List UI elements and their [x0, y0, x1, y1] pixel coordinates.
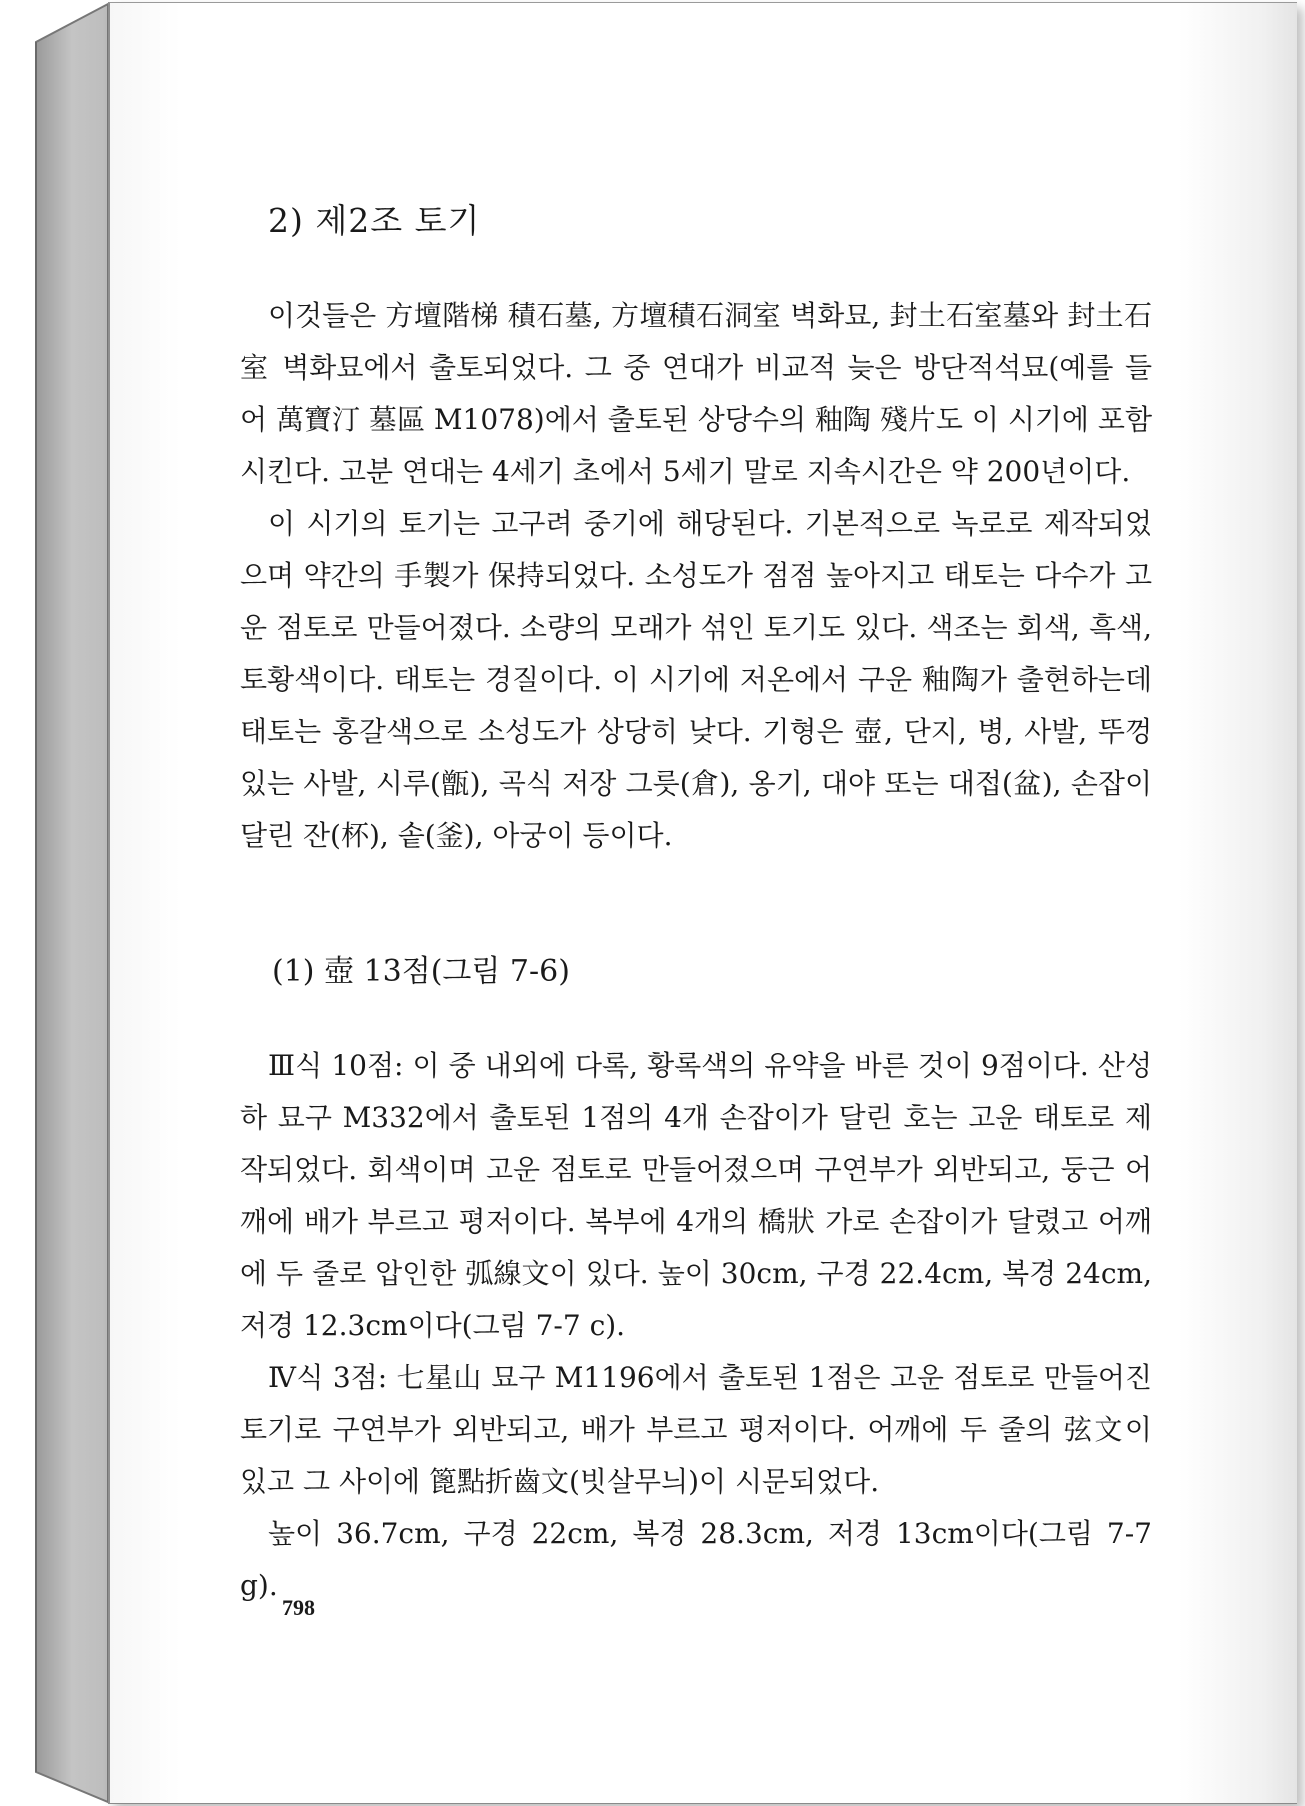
paragraph: Ⅳ식 3점: 七星山 묘구 M1196에서 출토된 1점은 고운 점토로 만들어진 토기로 구연부가 외반되고, 배가 부르고 평저이다. 어깨에 두 줄의 弦文이 있고 그 사이에 篦點折齒文(빗살무늬)이 시문되었다. — [240, 1361, 1152, 1498]
paragraph: 이 시기의 토기는 고구려 중기에 해당된다. 기본적으로 녹로로 제작되었으며 약간의 手製가 保持되었다. 소성도가 점점 높아지고 태토는 다수가 고운 점토로 만들어졌다. 소량의 모래가 섞인 토기도 있다. 색조는 회색, 흑색, 토황색이다. 태토는 경질이다. 이 시기에 저온에서 구운 釉陶가 출현하는데 태토는 홍갈색으로 소성도가 상당히 낮다. 기형은 壺, 단지, 병, 사발, 뚜껑 있는 사발, 시루(甑), 곡식 저장 그릇(倉), 옹기, 대야 또는 대접(盆), 손잡이 달린 잔(杯), 솥(釜), 아궁이 등이다. — [240, 507, 1152, 852]
paragraph: Ⅲ식 10점: 이 중 내외에 다록, 황록색의 유약을 바른 것이 9점이다. 산성하 묘구 M332에서 출토된 1점의 4개 손잡이가 달린 호는 고운 태토로 제작되었다. 회색이며 고운 점토로 만들어졌으며 구연부가 외반되고, 둥근 어깨에 배가 부르고 평저이다. 복부에 4개의 橋狀 가로 손잡이가 달렸고 어깨에 두 줄로 압인한 弧線文이 있다. 높이 30cm, 구경 22.4cm, 복경 24cm, 저경 12.3cm이다(그림 7-7 c). — [240, 1049, 1152, 1342]
text-block-jar — [240, 1040, 1152, 1612]
subsection-heading: (1) 壺 13점(그림 7-6) — [272, 954, 570, 989]
section-heading: 2) 제2조 토기 — [268, 201, 481, 240]
paragraph: 이것들은 方壇階梯 積石墓, 方壇積石洞室 벽화묘, 封土石室墓와 封土石室 벽화묘에서 출토되었다. 그 중 연대가 비교적 늦은 방단적석묘(예를 들어 萬寶汀 墓區 M1078)에서 출토된 상당수의 釉陶 殘片도 이 시기에 포함시킨다. 고분 연대는 4세기 초에서 5세기 말로 지속시간은 약 200년이다. — [240, 299, 1152, 488]
page-number: 798 — [282, 1595, 315, 1620]
text-block-intro — [240, 290, 1152, 862]
paragraph: 높이 36.7cm, 구경 22cm, 복경 28.3cm, 저경 13cm이다(그림 7-7 g). — [240, 1517, 1152, 1602]
